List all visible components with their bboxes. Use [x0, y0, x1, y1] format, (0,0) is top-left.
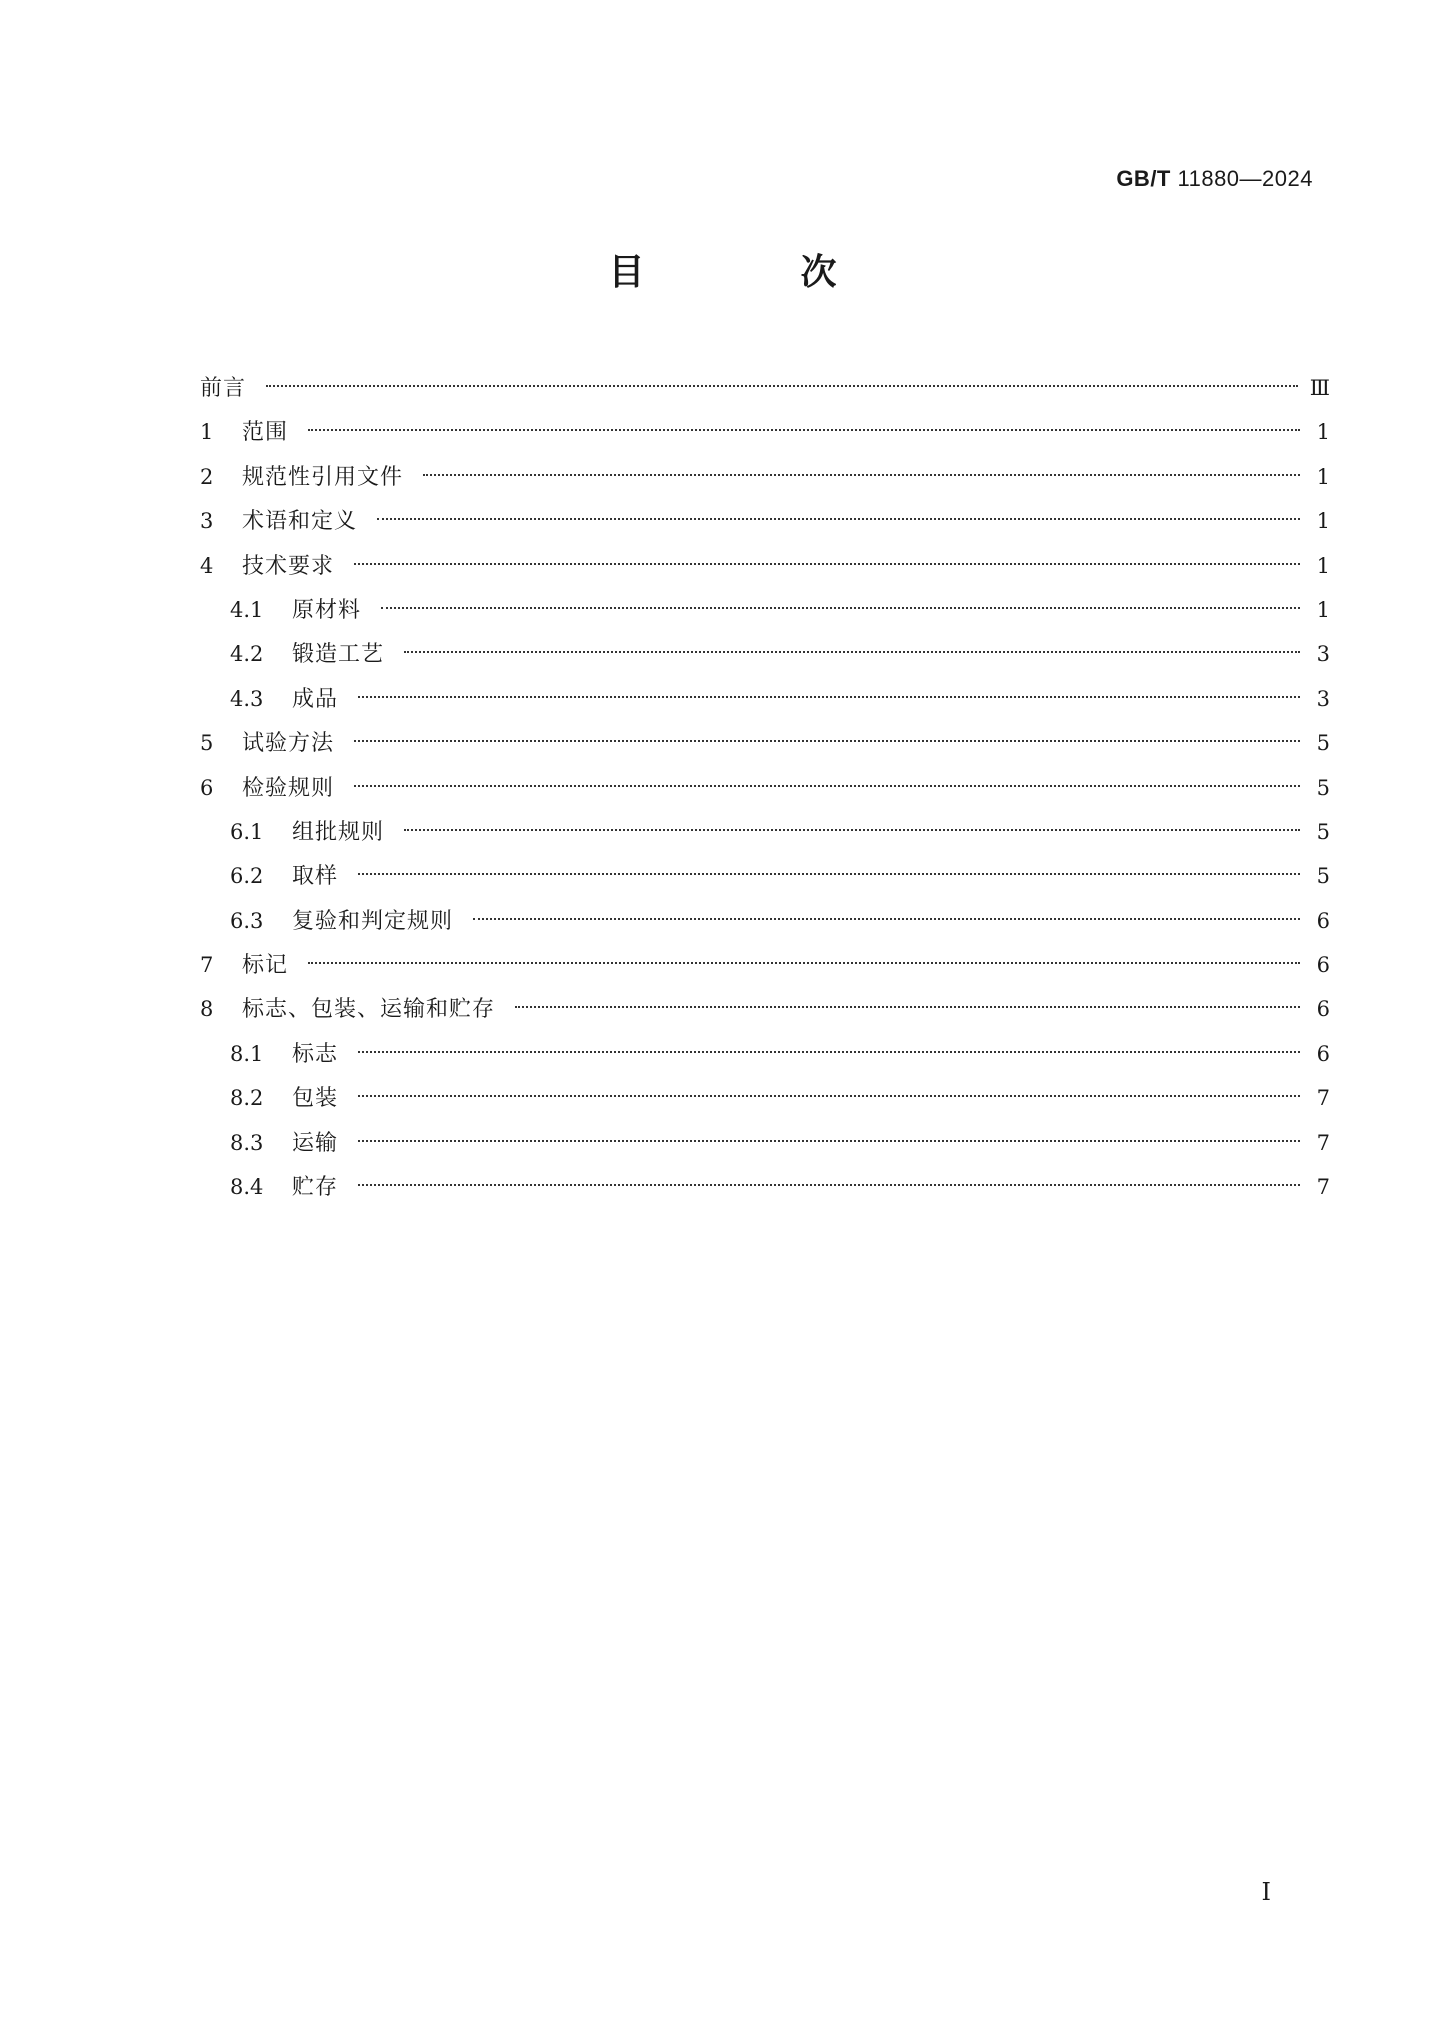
toc-entry-number: 3 — [200, 509, 214, 534]
toc-entry-page: 6 — [1316, 908, 1330, 933]
toc-entry-label: 术语和定义 — [242, 509, 358, 535]
toc-entry-page: 1 — [1316, 464, 1330, 489]
toc-dot-leader — [354, 785, 1300, 787]
toc-entry-number: 6.1 — [230, 819, 264, 844]
toc-entry-label: 检验规则 — [242, 775, 335, 801]
standard-code — [1116, 166, 1313, 192]
toc-dot-leader — [423, 474, 1300, 476]
toc-dot-leader — [308, 429, 1300, 431]
toc-entry[interactable] — [200, 1121, 1330, 1165]
toc-dot-leader — [404, 651, 1300, 653]
toc-entry-label: 规范性引用文件 — [242, 464, 404, 490]
toc-dot-leader — [266, 385, 1298, 387]
toc-entry-label: 原材料 — [292, 597, 362, 623]
toc-dot-leader — [473, 918, 1300, 920]
standard-prefix: GB/T — [1116, 166, 1171, 191]
toc-entry-label: 复验和判定规则 — [292, 908, 454, 934]
toc-entry-page: 7 — [1316, 1175, 1330, 1200]
toc-entry-number: 8.4 — [230, 1175, 264, 1200]
toc-entry[interactable] — [200, 943, 1330, 987]
toc-entry-label: 标志、包装、运输和贮存 — [242, 997, 496, 1023]
page-number: Ⅰ — [1261, 1878, 1271, 1906]
toc-entry-number: 4.2 — [230, 642, 264, 667]
toc-entry-number: 4.1 — [230, 597, 264, 622]
toc-entry[interactable] — [200, 677, 1330, 721]
toc-entry-page: 3 — [1316, 686, 1330, 711]
toc-dot-leader — [358, 1140, 1300, 1142]
toc-entry-page: 1 — [1316, 420, 1330, 445]
toc-entry-page: 5 — [1316, 864, 1330, 889]
toc-dot-leader — [358, 1051, 1300, 1053]
toc-entry[interactable] — [200, 810, 1330, 854]
toc-dot-leader — [354, 740, 1300, 742]
toc-entry-page: 1 — [1316, 597, 1330, 622]
toc-entry[interactable] — [200, 1032, 1330, 1076]
toc-entry-page: 1 — [1316, 553, 1330, 578]
toc-entry-number: 8.2 — [230, 1086, 264, 1111]
toc-entry[interactable] — [200, 366, 1330, 410]
toc-entry-number: 1 — [200, 420, 214, 445]
page-title: 目 次 — [608, 252, 897, 293]
toc-entry[interactable] — [200, 588, 1330, 632]
toc-entry-number: 2 — [200, 464, 214, 489]
toc-entry-number: 5 — [200, 731, 214, 756]
standard-number: 11880—2024 — [1177, 166, 1313, 191]
toc-entry[interactable] — [200, 410, 1330, 454]
toc-entry[interactable] — [200, 632, 1330, 676]
toc-dot-leader — [358, 1184, 1300, 1186]
toc-entry-number: 7 — [200, 953, 214, 978]
toc-entry[interactable] — [200, 499, 1330, 543]
toc-entry-number: 8.1 — [230, 1041, 264, 1066]
toc-entry-label: 组批规则 — [292, 819, 385, 845]
toc-entry-number: 6.3 — [230, 908, 264, 933]
toc-entry-label: 试验方法 — [242, 731, 335, 757]
toc-entry[interactable] — [200, 544, 1330, 588]
toc-entry-page: 5 — [1316, 731, 1330, 756]
toc-entry[interactable] — [200, 766, 1330, 810]
toc-entry-label: 取样 — [292, 864, 339, 890]
toc-entry-page: 7 — [1316, 1086, 1330, 1111]
toc-dot-leader — [358, 696, 1300, 698]
toc-entry-page: 3 — [1316, 642, 1330, 667]
toc-entry-label: 技术要求 — [242, 553, 335, 579]
table-of-contents — [200, 366, 1330, 1209]
toc-dot-leader — [377, 518, 1300, 520]
toc-dot-leader — [515, 1006, 1300, 1008]
toc-entry-label: 标记 — [242, 953, 289, 979]
toc-entry[interactable] — [200, 455, 1330, 499]
toc-entry-label: 包装 — [292, 1086, 339, 1112]
toc-dot-leader — [358, 873, 1300, 875]
toc-entry-page: 5 — [1316, 819, 1330, 844]
toc-entry-number: 6 — [200, 775, 214, 800]
toc-entry[interactable] — [200, 1165, 1330, 1209]
toc-entry[interactable] — [200, 987, 1330, 1031]
toc-entry[interactable] — [200, 1076, 1330, 1120]
toc-entry-number: 4.3 — [230, 686, 264, 711]
toc-entry[interactable] — [200, 899, 1330, 943]
toc-entry-number: 8.3 — [230, 1130, 264, 1155]
toc-entry[interactable] — [200, 721, 1330, 765]
toc-entry-page: Ⅲ — [1309, 376, 1330, 400]
toc-entry-label: 贮存 — [292, 1175, 339, 1201]
toc-dot-leader — [404, 829, 1300, 831]
toc-entry-number: 6.2 — [230, 864, 264, 889]
toc-entry-label: 范围 — [242, 420, 289, 446]
toc-dot-leader — [381, 607, 1300, 609]
toc-entry-number: 8 — [200, 997, 214, 1022]
toc-dot-leader — [358, 1095, 1300, 1097]
toc-entry-label: 标志 — [292, 1041, 339, 1067]
toc-entry[interactable] — [200, 854, 1330, 898]
toc-entry-page: 7 — [1316, 1130, 1330, 1155]
toc-entry-page: 6 — [1316, 953, 1330, 978]
toc-entry-label: 成品 — [292, 686, 339, 712]
toc-entry-page: 5 — [1316, 775, 1330, 800]
toc-entry-label: 锻造工艺 — [292, 642, 385, 668]
toc-entry-page: 6 — [1316, 997, 1330, 1022]
toc-entry-number: 4 — [200, 553, 214, 578]
toc-entry-label: 前言 — [200, 376, 247, 401]
toc-dot-leader — [308, 962, 1300, 964]
toc-dot-leader — [354, 563, 1300, 565]
toc-entry-label: 运输 — [292, 1130, 339, 1156]
toc-entry-page: 1 — [1316, 509, 1330, 534]
toc-entry-page: 6 — [1316, 1041, 1330, 1066]
